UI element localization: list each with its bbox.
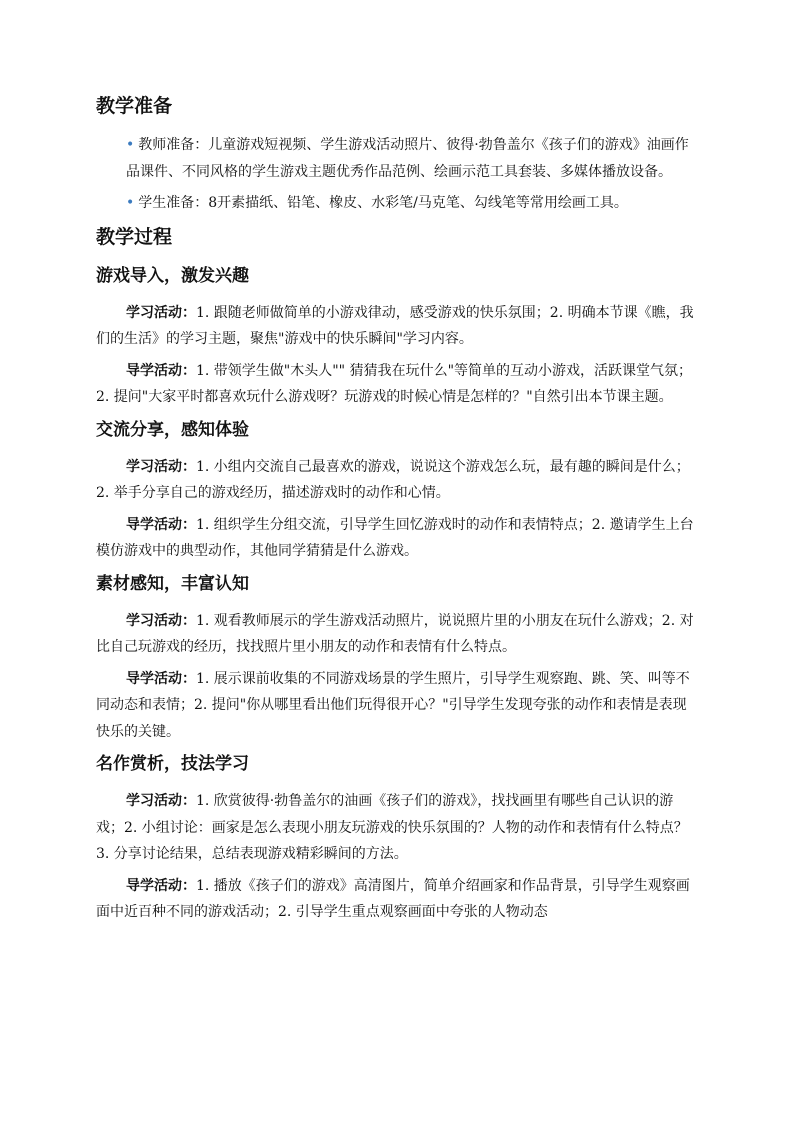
learning-activity-paragraph xyxy=(96,300,698,353)
section-title-masterpiece-appreciation: 名作赏析，技法学习 xyxy=(96,754,249,774)
heading-teaching-process: 教学过程 xyxy=(96,225,173,248)
learning-activity-text: 1. 欣赏彼得·勃鲁盖尔的油画《孩子们的游戏》，找找画里有哪些自己认识的游戏；2. 小组讨论：画家是怎么表现小朋友玩游戏的快乐氛围的？人物的动作和表情有什么特点？3. 分享讨论结果，总结表现游戏精彩瞬间的方法。 xyxy=(96,793,688,862)
guided-activity-text: 1. 展示课前收集的不同游戏场景的学生照片，引导学生观察跑、跳、笑、叫等不同动态和表情；2. 提问"你从哪里看出他们玩得很开心？"引导学生发现夸张的动作和表情是表现快乐的关键。 xyxy=(96,670,690,740)
heading-teaching-preparation: 教学准备 xyxy=(96,95,173,117)
learning-activity-text: 1. 小组内交流自己最喜欢的游戏，说说这个游戏怎么玩，最有趣的瞬间是什么；2. 举手分享自己的游戏经历，描述游戏时的动作和心情。 xyxy=(96,458,690,501)
guided-activity-paragraph xyxy=(96,873,698,926)
guided-activity-paragraph xyxy=(96,358,698,411)
student-preparation-text: 学生准备：8开素描纸、铅笔、橡皮、水彩笔/马克笔、勾线笔等常用绘画工具。 xyxy=(138,195,628,211)
guided-activity-paragraph xyxy=(96,666,698,746)
guided-activity-text: 1. 组织学生分组交流，引导学生回忆游戏时的动作和表情特点；2. 邀请学生上台模仿游戏中的典型动作，其他同学猜猜是什么游戏。 xyxy=(96,516,694,559)
learning-activity-text: 1. 观看教师展示的学生游戏活动照片，说说照片里的小朋友在玩什么游戏；2. 对比自己玩游戏的经历，找找照片里小朋友的动作和表情有什么特点。 xyxy=(96,612,694,655)
learning-activity-text: 1. 跟随老师做简单的小游戏律动，感受游戏的快乐氛围；2. 明确本节课《瞧，我们的生活》的学习主题，聚焦"游戏中的快乐瞬间"学习内容。 xyxy=(96,304,694,347)
learning-activity-paragraph xyxy=(96,788,698,868)
bullet-icon: • xyxy=(126,195,135,211)
guided-activity-text: 1. 播放《孩子们的游戏》高清图片，简单介绍画家和作品背景，引导学生观察画面中近百种不同的游戏活动；2. 引导学生重点观察画面中夸张的人物动态 xyxy=(96,877,690,920)
student-preparation-item xyxy=(96,190,698,217)
learning-activity-paragraph xyxy=(96,454,698,507)
guided-activity-label: 导学活动： xyxy=(126,516,196,533)
learning-activity-label: 学习活动： xyxy=(126,458,196,475)
learning-activity-paragraph xyxy=(96,608,698,661)
learning-activity-label: 学习活动： xyxy=(126,304,196,321)
guided-activity-label: 导学活动： xyxy=(126,877,196,894)
teacher-preparation-item xyxy=(96,132,698,185)
guided-activity-label: 导学活动： xyxy=(126,670,196,687)
guided-activity-label: 导学活动： xyxy=(126,362,196,379)
section-title-game-intro: 游戏导入，激发兴趣 xyxy=(96,265,249,286)
section-title-exchange-share: 交流分享，感知体验 xyxy=(96,419,249,440)
bullet-icon: • xyxy=(126,137,135,153)
learning-activity-label: 学习活动： xyxy=(126,612,196,629)
guided-activity-text: 1. 带领学生做"木头人"" 猜猜我在玩什么"等简单的互动小游戏，活跃课堂气氛；2. 提问"大家平时都喜欢玩什么游戏呀？玩游戏的时候心情是怎样的？"自然引出本节课主题。 xyxy=(96,362,693,405)
learning-activity-label: 学习活动： xyxy=(126,793,196,809)
guided-activity-paragraph xyxy=(96,512,698,565)
section-title-material-perception: 素材感知，丰富认知 xyxy=(96,573,249,594)
teacher-preparation-text: 教师准备：儿童游戏短视频、学生游戏活动照片、彼得·勃鲁盖尔《孩子们的游戏》油画作品课件、不同风格的学生游戏主题优秀作品范例、绘画示范工具套装、多媒体播放设备。 xyxy=(126,137,689,180)
document-page xyxy=(96,92,698,932)
